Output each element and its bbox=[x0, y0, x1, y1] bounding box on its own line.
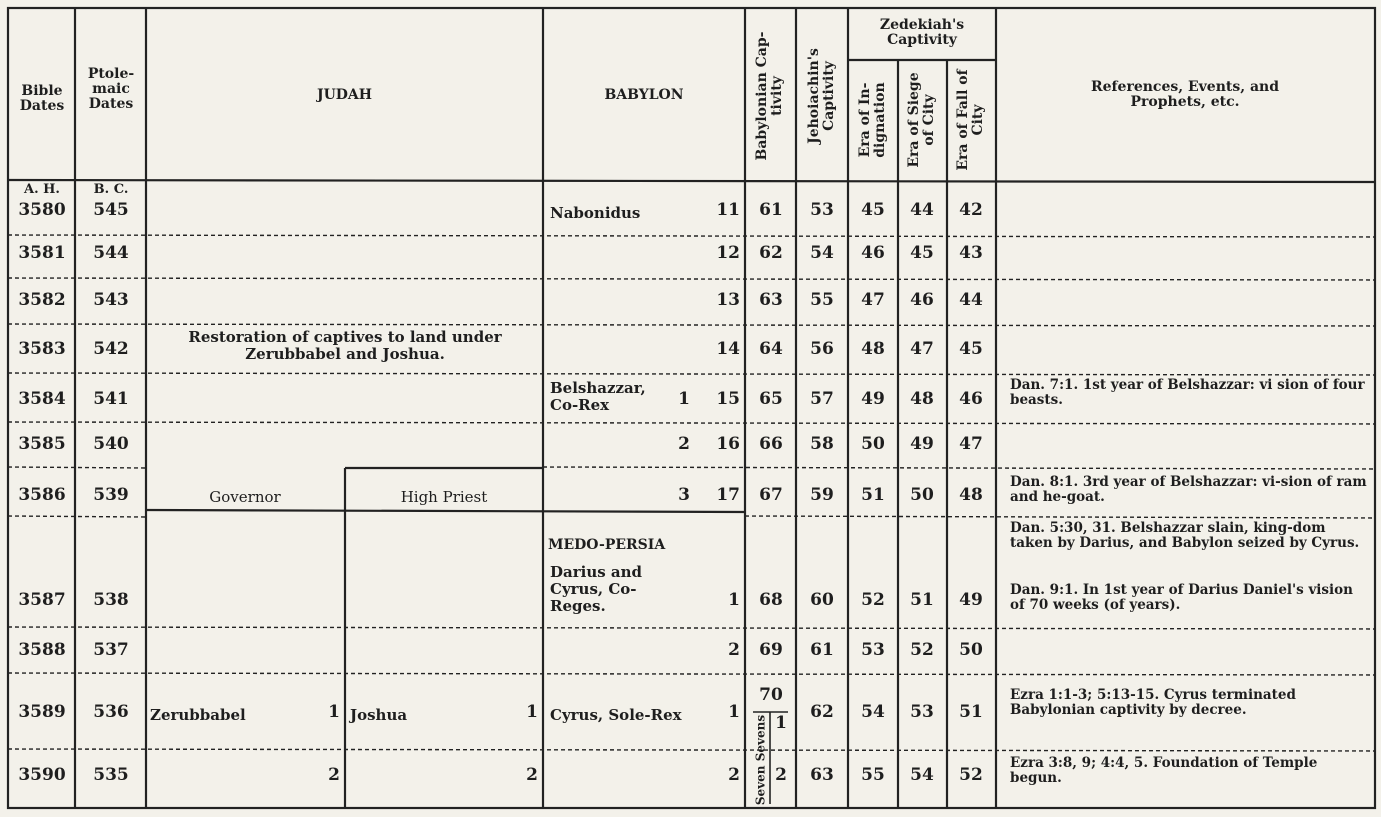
ref-3586: Dan. 8:1. 3rd year of Belshazzar: vi-sion of ram and he-goat. bbox=[1010, 474, 1367, 505]
babylonian-captivity-year: 61 bbox=[759, 200, 783, 220]
bible-date: 3582 bbox=[18, 290, 66, 310]
governor-year: 2 bbox=[328, 765, 340, 785]
jehoiachin-year: 61 bbox=[810, 640, 834, 660]
indignation-year: 46 bbox=[861, 243, 885, 263]
fall-year: 47 bbox=[959, 434, 983, 454]
indignation-year: 51 bbox=[861, 485, 885, 505]
siege-year: 46 bbox=[910, 290, 934, 310]
fall-year: 45 bbox=[959, 339, 983, 359]
governor-year: 1 bbox=[328, 702, 340, 722]
jehoiachin-year: 55 bbox=[810, 290, 834, 310]
babylon-year: 1 bbox=[728, 590, 740, 610]
babylon-year: 17 bbox=[716, 485, 740, 505]
judah-restoration-note: Restoration of captives to land under Zerubbabel and Joshua. bbox=[188, 328, 502, 363]
bible-date: 3584 bbox=[18, 389, 66, 409]
siege-year: 54 bbox=[910, 765, 934, 785]
jehoiachin-year: 62 bbox=[810, 702, 834, 722]
ref-3587: Dan. 9:1. In 1st year of Darius Daniel's vision of 70 weeks (of years). bbox=[1010, 582, 1353, 613]
babylon-coyear: 1 bbox=[678, 389, 690, 409]
jehoiachin-year: 59 bbox=[810, 485, 834, 505]
jehoiachin-year: 56 bbox=[810, 339, 834, 359]
babylon-year: 1 bbox=[728, 702, 740, 722]
priest-joshua: Joshua bbox=[350, 706, 408, 724]
fall-year: 49 bbox=[959, 590, 983, 610]
babylonian-captivity-year: 69 bbox=[759, 640, 783, 660]
ptolemaic-date: 536 bbox=[93, 702, 129, 722]
header-ptolemaic-dates: Ptole-maic Dates bbox=[87, 66, 135, 112]
ptolemaic-date: 542 bbox=[93, 339, 129, 359]
bible-date: 3583 bbox=[18, 339, 66, 359]
ptolemaic-date: 545 bbox=[93, 200, 129, 220]
babylon-year: 13 bbox=[716, 290, 740, 310]
indignation-year: 52 bbox=[861, 590, 885, 610]
ref-3587-top: Dan. 5:30, 31. Belshazzar slain, king-dom taken by Darius, and Babylon seized by Cyrus. bbox=[1010, 520, 1360, 551]
ptolemaic-date: 538 bbox=[93, 590, 129, 610]
babylonian-captivity-year: 65 bbox=[759, 389, 783, 409]
governor-zerubbabel: Zerubbabel bbox=[150, 706, 246, 724]
fall-year: 46 bbox=[959, 389, 983, 409]
seven-sevens-year: 1 bbox=[775, 713, 787, 733]
bible-date: 3581 bbox=[18, 243, 66, 263]
bible-date: 3580 bbox=[18, 200, 66, 220]
jehoiachin-year: 57 bbox=[810, 389, 834, 409]
bible-date: 3589 bbox=[18, 702, 66, 722]
ref-3589: Ezra 1:1-3; 5:13-15. Cyrus terminated Babylonian captivity by decree. bbox=[1010, 687, 1296, 718]
bible-date: 3586 bbox=[18, 485, 66, 505]
header-babylon: BABYLON bbox=[604, 87, 684, 103]
fall-year: 51 bbox=[959, 702, 983, 722]
ref-3584: Dan. 7:1. 1st year of Belshazzar: vi sion of four beasts. bbox=[1010, 377, 1365, 408]
bible-date: 3588 bbox=[18, 640, 66, 660]
header-era-of-indignation: Era of In-dignation bbox=[857, 82, 888, 158]
indignation-year: 55 bbox=[861, 765, 885, 785]
jehoiachin-year: 54 bbox=[810, 243, 834, 263]
babylon-coyear: 3 bbox=[678, 485, 690, 505]
siege-year: 50 bbox=[910, 485, 934, 505]
ptolemaic-date: 543 bbox=[93, 290, 129, 310]
header-era-of-siege: Era of Siege of City bbox=[906, 72, 937, 168]
siege-year: 52 bbox=[910, 640, 934, 660]
ptolemaic-date: 535 bbox=[93, 765, 129, 785]
siege-year: 44 bbox=[910, 200, 934, 220]
fall-year: 50 bbox=[959, 640, 983, 660]
babylon-year: 11 bbox=[716, 200, 740, 220]
babylon-year: 12 bbox=[716, 243, 740, 263]
babylonian-captivity-year: 66 bbox=[759, 434, 783, 454]
subheader-high-priest: High Priest bbox=[400, 488, 488, 506]
babylonian-captivity-year: 63 bbox=[759, 290, 783, 310]
indignation-year: 48 bbox=[861, 339, 885, 359]
header-bible-dates: Bible Dates bbox=[19, 83, 65, 114]
babylonian-captivity-year: 67 bbox=[759, 485, 783, 505]
ptolemaic-date: 537 bbox=[93, 640, 129, 660]
babylon-medo-persia: MEDO-PERSIA bbox=[548, 537, 666, 553]
ptolemaic-date: 539 bbox=[93, 485, 129, 505]
fall-year: 44 bbox=[959, 290, 983, 310]
jehoiachin-year: 53 bbox=[810, 200, 834, 220]
babylonian-captivity-year: 62 bbox=[759, 243, 783, 263]
fall-year: 43 bbox=[959, 243, 983, 263]
babylon-year: 2 bbox=[728, 640, 740, 660]
babylonian-captivity-year: 64 bbox=[759, 339, 783, 359]
siege-year: 53 bbox=[910, 702, 934, 722]
header-judah: JUDAH bbox=[316, 87, 373, 103]
ptolemaic-date: 540 bbox=[93, 434, 129, 454]
siege-year: 47 bbox=[910, 339, 934, 359]
seven-sevens-year: 2 bbox=[775, 765, 787, 785]
siege-year: 51 bbox=[910, 590, 934, 610]
babylon-darius-cyrus: Darius and Cyrus, Co-Reges. bbox=[550, 563, 643, 615]
siege-year: 48 bbox=[910, 389, 934, 409]
indignation-year: 45 bbox=[861, 200, 885, 220]
fall-year: 42 bbox=[959, 200, 983, 220]
bible-date: 3590 bbox=[18, 765, 66, 785]
header-zedekiahs-captivity: Zedekiah's Captivity bbox=[879, 17, 965, 48]
babylon-year: 16 bbox=[716, 434, 740, 454]
priest-year: 2 bbox=[526, 765, 538, 785]
siege-year: 49 bbox=[910, 434, 934, 454]
indignation-year: 53 bbox=[861, 640, 885, 660]
fall-year: 48 bbox=[959, 485, 983, 505]
ptolemaic-date: 541 bbox=[93, 389, 129, 409]
unit-am: A. H. bbox=[24, 182, 60, 197]
bible-date: 3587 bbox=[18, 590, 66, 610]
babylon-year: 2 bbox=[728, 765, 740, 785]
babylon-belshazzar: Belshazzar, Co-Rex bbox=[550, 379, 646, 414]
ref-3590: Ezra 3:8, 9; 4:4, 5. Foundation of Temple begun. bbox=[1010, 755, 1318, 786]
jehoiachin-year: 63 bbox=[810, 765, 834, 785]
seven-sevens-label: Seven Sevens bbox=[753, 714, 768, 806]
header-references: References, Events, and Prophets, etc. bbox=[1090, 79, 1280, 110]
babylon-cyrus-sole-rex: Cyrus, Sole-Rex bbox=[550, 706, 682, 724]
bible-date: 3585 bbox=[18, 434, 66, 454]
indignation-year: 49 bbox=[861, 389, 885, 409]
babylon-year: 14 bbox=[716, 339, 740, 359]
subheader-governor: Governor bbox=[209, 488, 281, 506]
babylon-coyear: 2 bbox=[678, 434, 690, 454]
indignation-year: 54 bbox=[861, 702, 885, 722]
fall-year: 52 bbox=[959, 765, 983, 785]
babylonian-captivity-year: 70 bbox=[759, 685, 783, 705]
header-era-of-fall: Era of Fall of City bbox=[955, 69, 986, 171]
siege-year: 45 bbox=[910, 243, 934, 263]
babylonian-captivity-year: 68 bbox=[759, 590, 783, 610]
jehoiachin-year: 58 bbox=[810, 434, 834, 454]
babylon-nabonidus: Nabonidus bbox=[550, 204, 641, 222]
jehoiachin-year: 60 bbox=[810, 590, 834, 610]
unit-bc: B. C. bbox=[93, 182, 129, 197]
indignation-year: 50 bbox=[861, 434, 885, 454]
ptolemaic-date: 544 bbox=[93, 243, 129, 263]
header-babylonian-captivity: Babylonian Cap-tivity bbox=[754, 31, 785, 161]
header-jehoiachins-captivity: Jehoiachin's Captivity bbox=[806, 48, 837, 144]
priest-year: 1 bbox=[526, 702, 538, 722]
indignation-year: 47 bbox=[861, 290, 885, 310]
babylon-year: 15 bbox=[716, 389, 740, 409]
